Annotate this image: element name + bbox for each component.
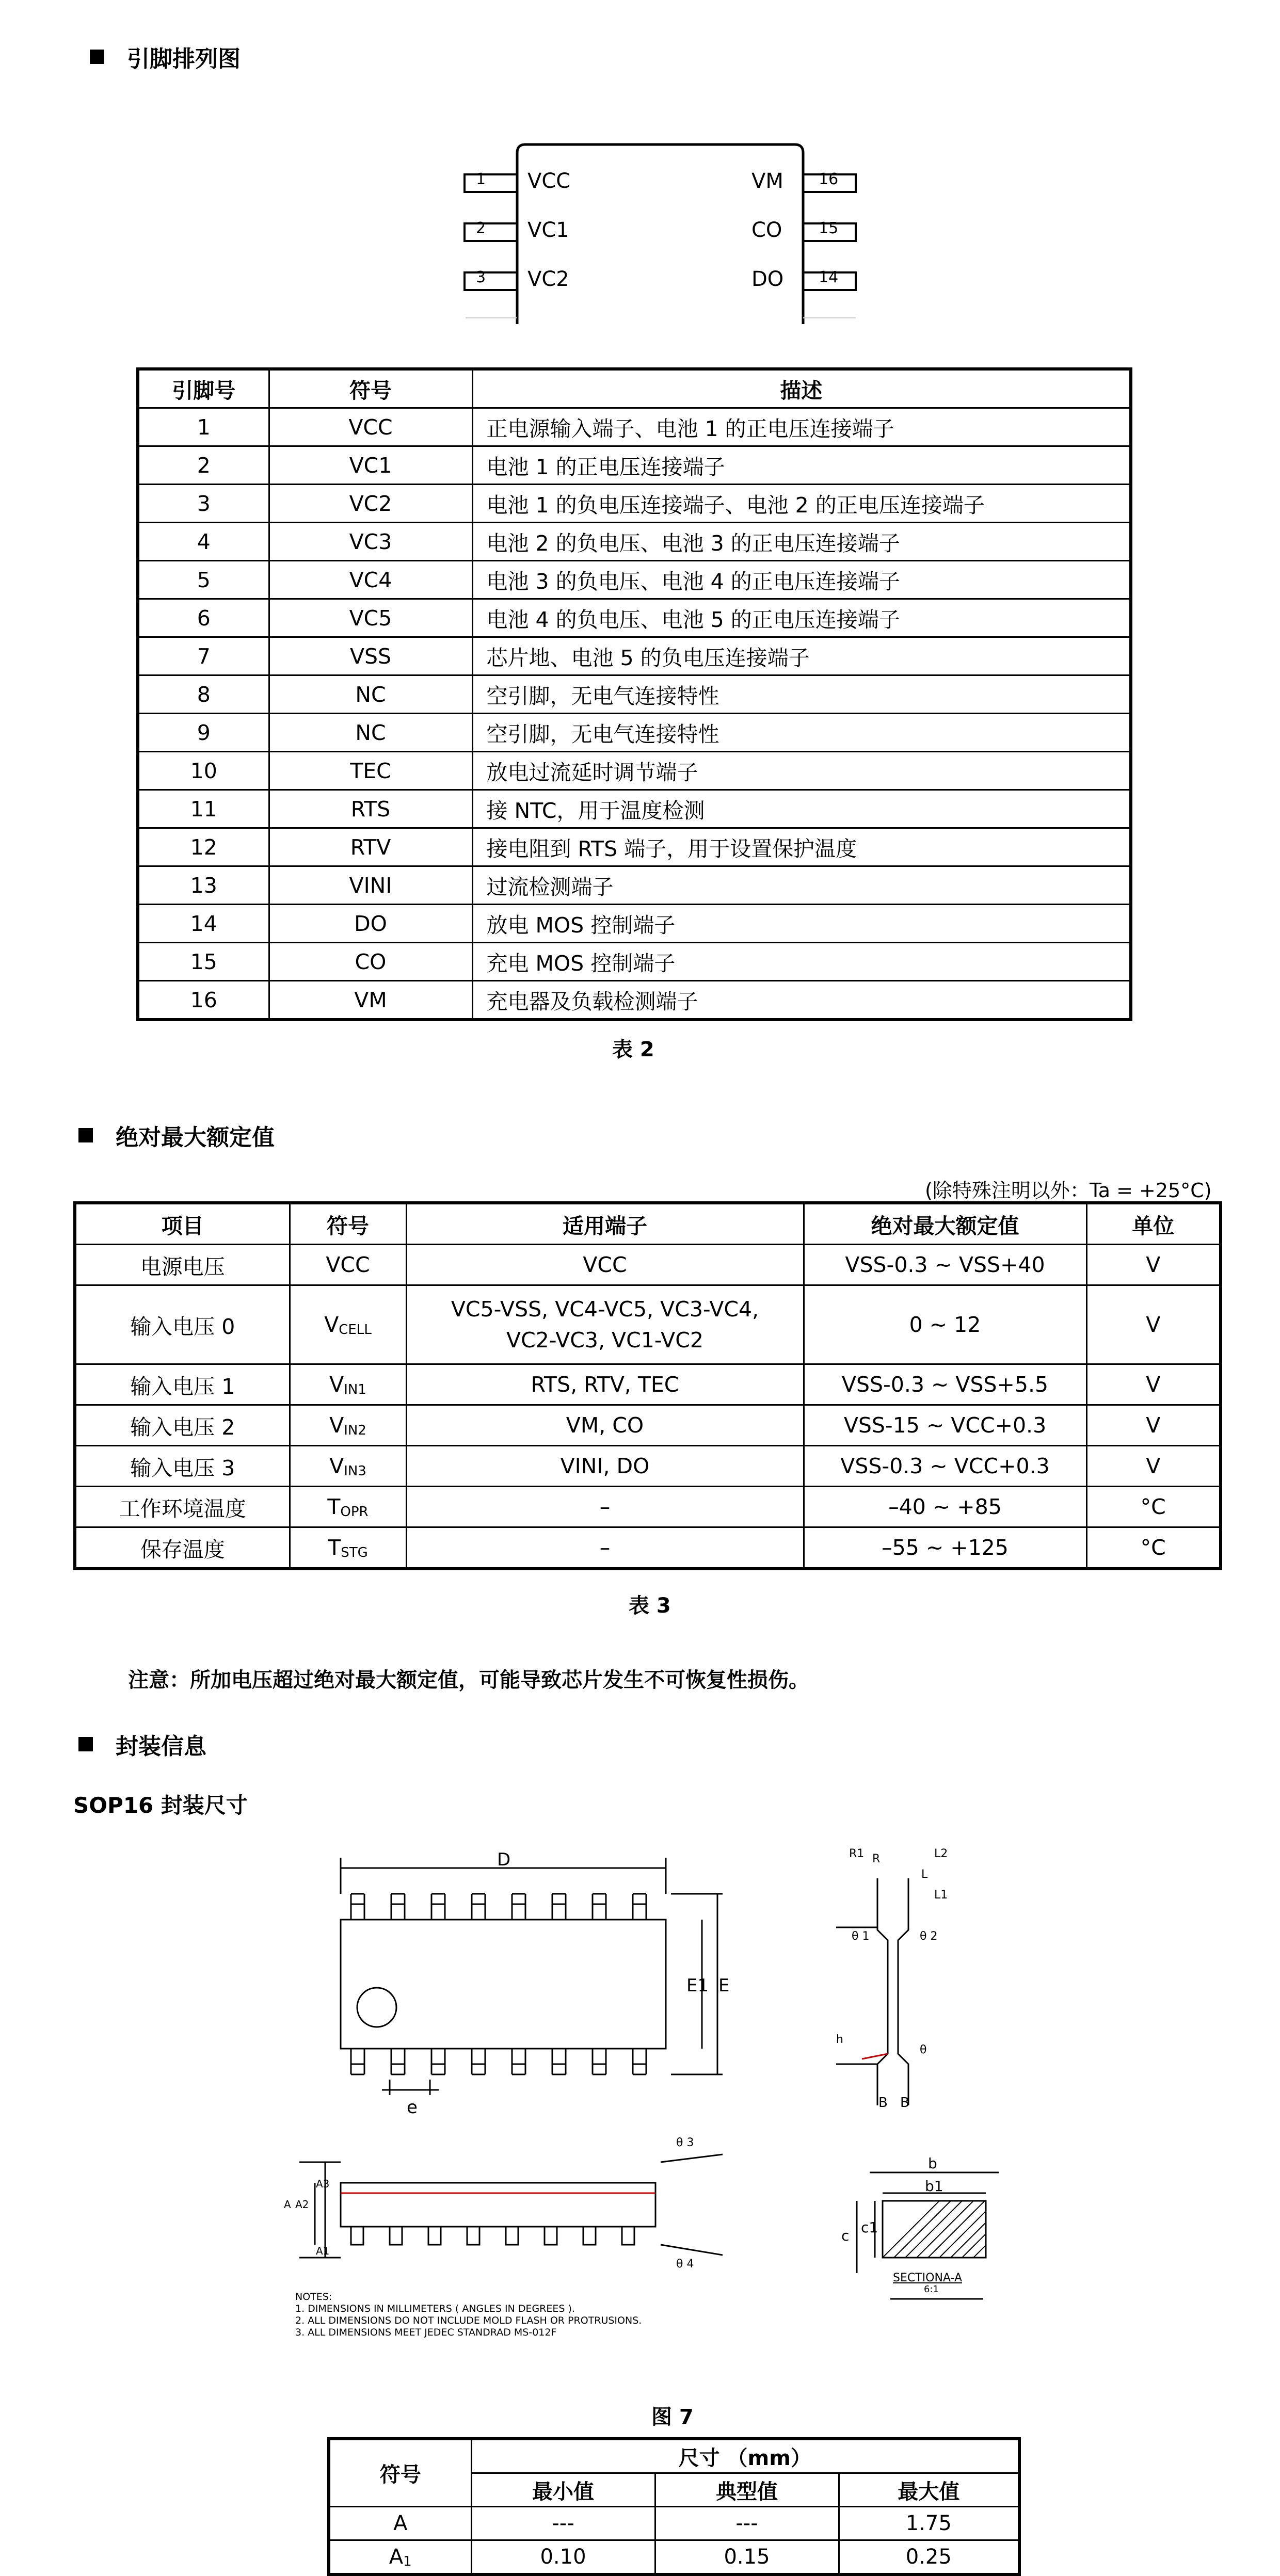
terminal-cell: VCC [406, 1245, 804, 1285]
symbol-cell: NC [269, 714, 472, 752]
table-header-row [329, 2439, 1019, 2473]
symbol-cell: VC3 [269, 523, 472, 561]
column-header: 项目 [75, 1203, 290, 1245]
description-cell: 接电阻到 RTS 端子，用于设置保护温度 [472, 828, 1131, 866]
symbol-cell: VM [269, 981, 472, 1020]
description-cell: 空引脚，无电气连接特性 [472, 675, 1131, 714]
symbol-cell [290, 1285, 406, 1364]
terminal-cell: VINI, DO [406, 1446, 804, 1487]
description-cell: 芯片地、电池 5 的负电压连接端子 [472, 637, 1131, 675]
dim-label-a: A [284, 2198, 291, 2211]
symbol-cell [329, 2540, 471, 2575]
table-row [75, 1487, 1221, 1527]
bullet-square-icon [78, 1737, 93, 1751]
section-hatch-line [973, 2201, 1022, 2258]
section-title-text: 引脚排列图 [127, 46, 241, 72]
description-cell: 电池 4 的负电压、电池 5 的正电压连接端子 [472, 599, 1131, 637]
table-row [329, 2507, 1019, 2540]
unit-cell: °C [1086, 1527, 1221, 1569]
section-hatch-line [962, 2201, 1019, 2258]
item-cell: 输入电压 1 [75, 1364, 290, 1405]
note-line: NOTES: [295, 2291, 332, 2303]
symbol-cell: VSS [269, 637, 472, 675]
dim-label-theta: θ [920, 2043, 927, 2056]
dim-label-theta4: θ 4 [676, 2258, 694, 2271]
terminal-cell: – [406, 1487, 804, 1527]
symbol-cell: TEC [269, 752, 472, 790]
pin-number-cell: 11 [138, 790, 269, 828]
symbol-cell: VC2 [269, 485, 472, 523]
side-lead [506, 2227, 518, 2245]
description-cell: 电池 2 的负电压、电池 3 的正电压连接端子 [472, 523, 1131, 561]
symbol-cell: NC [269, 675, 472, 714]
pin-label: VC1 [527, 218, 569, 242]
bullet-square-icon [90, 50, 104, 64]
symbol-subscript: IN3 [344, 1463, 366, 1479]
symbol-text: V [324, 1312, 339, 1337]
section-hatch-line [939, 2201, 996, 2258]
symbol-cell: DO [269, 905, 472, 943]
dim-label-b-upper: B [900, 2095, 909, 2111]
description-cell: 接 NTC，用于温度检测 [472, 790, 1131, 828]
table-row [138, 446, 1131, 485]
rating-cell: –40 ~ +85 [804, 1487, 1086, 1527]
column-header: 单位 [1086, 1203, 1221, 1245]
symbol-subscript: OPR [340, 1504, 369, 1520]
description-cell: 电池 1 的负电压连接端子、电池 2 的正电压连接端子 [472, 485, 1131, 523]
unit-cell: V [1086, 1446, 1221, 1487]
note-line: 2. ALL DIMENSIONS DO NOT INCLUDE MOLD FLASH OR PROTRUSIONS. [295, 2315, 642, 2326]
pin-label: DO [751, 267, 784, 291]
pin-number: 14 [819, 268, 839, 286]
section-title-text: 封装信息 [116, 1733, 206, 1760]
symbol-text: V [329, 1412, 344, 1438]
description-cell: 正电源输入端子、电池 1 的正电压连接端子 [472, 408, 1131, 446]
item-cell: 工作环境温度 [75, 1487, 290, 1527]
symbol-cell: RTV [269, 828, 472, 866]
pin-number-cell: 1 [138, 408, 269, 446]
terminal-cell: – [406, 1527, 804, 1569]
symbol-text: A [393, 2511, 408, 2535]
package-dimensions-table [327, 2437, 1021, 2576]
pin-label: VC2 [527, 267, 569, 291]
pin-number: 1 [476, 170, 486, 188]
pin-number-cell: 6 [138, 599, 269, 637]
condition-note: (除特殊注明以外：Ta = +25°C) [925, 1179, 1212, 1202]
table-row [75, 1285, 1221, 1364]
terminal-cell: VM, CO [406, 1405, 804, 1446]
symbol-cell: CO [269, 943, 472, 981]
pin-number: 3 [476, 268, 486, 286]
section-hatch-line [894, 2201, 951, 2258]
rating-cell: 0 ~ 12 [804, 1285, 1086, 1364]
description-cell: 充电器及负载检测端子 [472, 981, 1131, 1020]
warning-note: 注意：所加电压超过绝对最大额定值，可能导致芯片发生不可恢复性损伤。 [128, 1668, 809, 1692]
dim-label-r: R [872, 1853, 881, 1865]
min-value-cell: 0.10 [471, 2540, 655, 2575]
dim-label-a2: A2 [295, 2198, 309, 2211]
symbol-cell: VINI [269, 866, 472, 905]
table-row [138, 599, 1131, 637]
dim-label-l: L [921, 1868, 928, 1881]
absolute-max-ratings-table [73, 1201, 1222, 1570]
symbol-cell [290, 1527, 406, 1569]
table-row [138, 485, 1131, 523]
symbol-cell: VC4 [269, 561, 472, 599]
table-row [138, 523, 1131, 561]
description-cell: 空引脚，无电气连接特性 [472, 714, 1131, 752]
dim-label-c: c [841, 2227, 850, 2244]
pin-number-cell: 8 [138, 675, 269, 714]
pin-number-cell: 16 [138, 981, 269, 1020]
column-header: 绝对最大额定值 [804, 1203, 1086, 1245]
symbol-cell: VCC [269, 408, 472, 446]
description-cell: 电池 1 的正电压连接端子 [472, 446, 1131, 485]
section-title-absolute-max [78, 1119, 275, 1152]
symbol-subscript: IN1 [344, 1381, 366, 1397]
section-hatch-line [905, 2201, 962, 2258]
item-cell: 输入电压 3 [75, 1446, 290, 1487]
column-header: 最小值 [471, 2473, 655, 2507]
dim-label-c1: c1 [861, 2219, 878, 2236]
dim-label-pitch: e [407, 2097, 418, 2118]
symbol-text: V [329, 1372, 344, 1397]
pin-diagram-outline [459, 138, 872, 324]
side-lead [583, 2227, 596, 2245]
description-cell: 过流检测端子 [472, 866, 1131, 905]
table-row [75, 1405, 1221, 1446]
column-header: 引脚号 [138, 369, 269, 408]
symbol-subscript: 1 [403, 2553, 412, 2569]
pin-description-table [136, 367, 1132, 1021]
table-row [138, 828, 1131, 866]
max-value-cell: 0.25 [839, 2540, 1019, 2575]
pin-number: 2 [476, 219, 486, 237]
dim-label-b: b [928, 2155, 937, 2172]
figure-caption: 图 7 [651, 2405, 694, 2429]
dim-label-theta3: θ 3 [676, 2136, 694, 2149]
pin-label: CO [751, 218, 782, 242]
note-line: 1. DIMENSIONS IN MILLIMETERS ( ANGLES IN DEGREES ). [295, 2303, 575, 2314]
table-caption: 表 2 [612, 1038, 654, 1061]
side-lead [428, 2227, 441, 2245]
symbol-cell [290, 1487, 406, 1527]
typ-value-cell: 0.15 [655, 2540, 839, 2575]
rating-cell: VSS-0.3 ~ VSS+5.5 [804, 1364, 1086, 1405]
table-row [75, 1245, 1221, 1285]
pin-number-cell: 9 [138, 714, 269, 752]
item-cell: 电源电压 [75, 1245, 290, 1285]
table-row [138, 790, 1131, 828]
pin-number: 16 [819, 170, 839, 188]
item-cell: 输入电压 0 [75, 1285, 290, 1364]
section-title-pin-layout [90, 40, 241, 73]
rating-cell: VSS-15 ~ VCC+0.3 [804, 1405, 1086, 1446]
table-header-row [138, 369, 1131, 408]
symbol-cell: VC5 [269, 599, 472, 637]
note-line: 3. ALL DIMENSIONS MEET JEDEC STANDRAD MS-012F [295, 2327, 557, 2338]
symbol-cell [329, 2507, 471, 2540]
bullet-square-icon [78, 1128, 93, 1142]
table-row [75, 1446, 1221, 1487]
table-row [329, 2540, 1019, 2575]
unit-cell: V [1086, 1405, 1221, 1446]
dim-label-e1: E1 [686, 1975, 709, 1996]
item-cell: 输入电压 2 [75, 1405, 290, 1446]
dim-label-theta2: θ 2 [920, 1930, 938, 1943]
symbol-subscript: CELL [339, 1322, 372, 1338]
section-scale: 6:1 [924, 2284, 939, 2295]
pin-diagram [459, 138, 872, 324]
side-lead [390, 2227, 402, 2245]
dim-label-a3: A3 [316, 2178, 330, 2190]
pin-number-cell: 13 [138, 866, 269, 905]
item-cell: 保存温度 [75, 1527, 290, 1569]
dim-label-theta1: θ 1 [852, 1930, 870, 1943]
description-cell: 放电过流延时调节端子 [472, 752, 1131, 790]
symbol-cell [290, 1245, 406, 1285]
rating-cell: VSS-0.3 ~ VCC+0.3 [804, 1446, 1086, 1487]
dim-label-l2: L2 [934, 1847, 948, 1860]
section-hatch-line [883, 2201, 939, 2258]
pin-number-cell: 15 [138, 943, 269, 981]
symbol-cell [290, 1364, 406, 1405]
section-title-package [78, 1728, 206, 1761]
symbol-cell: RTS [269, 790, 472, 828]
terminal-cell: VC5-VSS, VC4-VC5, VC3-VC4, VC2-VC3, VC1-VC2 [406, 1285, 804, 1364]
section-hatch-line [928, 2201, 985, 2258]
unit-cell: °C [1086, 1487, 1221, 1527]
section-hatch-line [951, 2201, 1007, 2258]
symbol-text: T [328, 1535, 341, 1560]
description-cell: 放电 MOS 控制端子 [472, 905, 1131, 943]
pin-label: VM [751, 169, 783, 193]
symbol-subscript: IN2 [344, 1422, 366, 1438]
section-hatch-line [985, 2201, 1022, 2258]
pin-number-cell: 14 [138, 905, 269, 943]
min-value-cell: --- [471, 2507, 655, 2540]
symbol-subscript: STG [341, 1544, 368, 1560]
package-subtitle: SOP16 封装尺寸 [73, 1793, 248, 1818]
column-header: 符号 [329, 2439, 471, 2507]
table-header-row [75, 1203, 1221, 1245]
dim-label-b-upper: B [878, 2095, 888, 2111]
unit-cell: V [1086, 1364, 1221, 1405]
rating-cell: –55 ~ +125 [804, 1527, 1086, 1569]
unit-cell: V [1086, 1285, 1221, 1364]
column-header: 描述 [472, 369, 1131, 408]
pin-number-cell: 5 [138, 561, 269, 599]
pin-label: VCC [527, 169, 571, 193]
side-lead [351, 2227, 363, 2245]
column-header: 典型值 [655, 2473, 839, 2507]
symbol-cell [290, 1405, 406, 1446]
table-row [75, 1364, 1221, 1405]
symbol-text: VCC [326, 1252, 370, 1277]
column-header: 最大值 [839, 2473, 1019, 2507]
side-lead [622, 2227, 634, 2245]
symbol-cell: VC1 [269, 446, 472, 485]
pin-number-cell: 2 [138, 446, 269, 485]
column-header: 尺寸 （mm） [471, 2439, 1019, 2473]
table-row [138, 752, 1131, 790]
symbol-text: V [329, 1453, 344, 1478]
pin-number-cell: 7 [138, 637, 269, 675]
table-row [138, 408, 1131, 446]
table-row [138, 866, 1131, 905]
section-title-text: 绝对最大额定值 [116, 1124, 275, 1151]
side-lead [545, 2227, 557, 2245]
description-cell: 电池 3 的负电压、电池 4 的正电压连接端子 [472, 561, 1131, 599]
symbol-text: A [389, 2545, 404, 2569]
dim-label-e: E [718, 1975, 730, 1996]
table-row [138, 943, 1131, 981]
description-cell: 充电 MOS 控制端子 [472, 943, 1131, 981]
pin-number-cell: 3 [138, 485, 269, 523]
table-row [138, 905, 1131, 943]
column-header: 适用端子 [406, 1203, 804, 1245]
column-header: 符号 [269, 369, 472, 408]
table-caption: 表 3 [629, 1594, 671, 1618]
table-row [138, 561, 1131, 599]
typ-value-cell: --- [655, 2507, 839, 2540]
dim-label-h: h [836, 2033, 843, 2046]
max-value-cell: 1.75 [839, 2507, 1019, 2540]
table-row [138, 637, 1131, 675]
terminal-cell: RTS, RTV, TEC [406, 1364, 804, 1405]
package-drawing [268, 1837, 1022, 2353]
dim-label-d: D [497, 1849, 511, 1870]
pin-number: 15 [819, 219, 839, 237]
section-hatch-line [917, 2201, 973, 2258]
table-row [138, 675, 1131, 714]
symbol-text: T [327, 1494, 341, 1519]
dim-label-l1: L1 [934, 1889, 948, 1902]
table-row [138, 714, 1131, 752]
table-row [75, 1527, 1221, 1569]
table-row [138, 981, 1131, 1020]
drawing-notes [295, 2291, 642, 2339]
dim-label-a1: A1 [316, 2245, 330, 2257]
symbol-cell [290, 1446, 406, 1487]
pin-number-cell: 4 [138, 523, 269, 561]
dim-label-r1: R1 [849, 1847, 865, 1860]
pin-number-cell: 12 [138, 828, 269, 866]
section-label: SECTIONA-A [893, 2272, 962, 2284]
dim-label-b1: b1 [925, 2178, 943, 2195]
unit-cell: V [1086, 1245, 1221, 1285]
pin-number-cell: 10 [138, 752, 269, 790]
rating-cell: VSS-0.3 ~ VSS+40 [804, 1245, 1086, 1285]
column-header: 符号 [290, 1203, 406, 1245]
side-lead [467, 2227, 479, 2245]
